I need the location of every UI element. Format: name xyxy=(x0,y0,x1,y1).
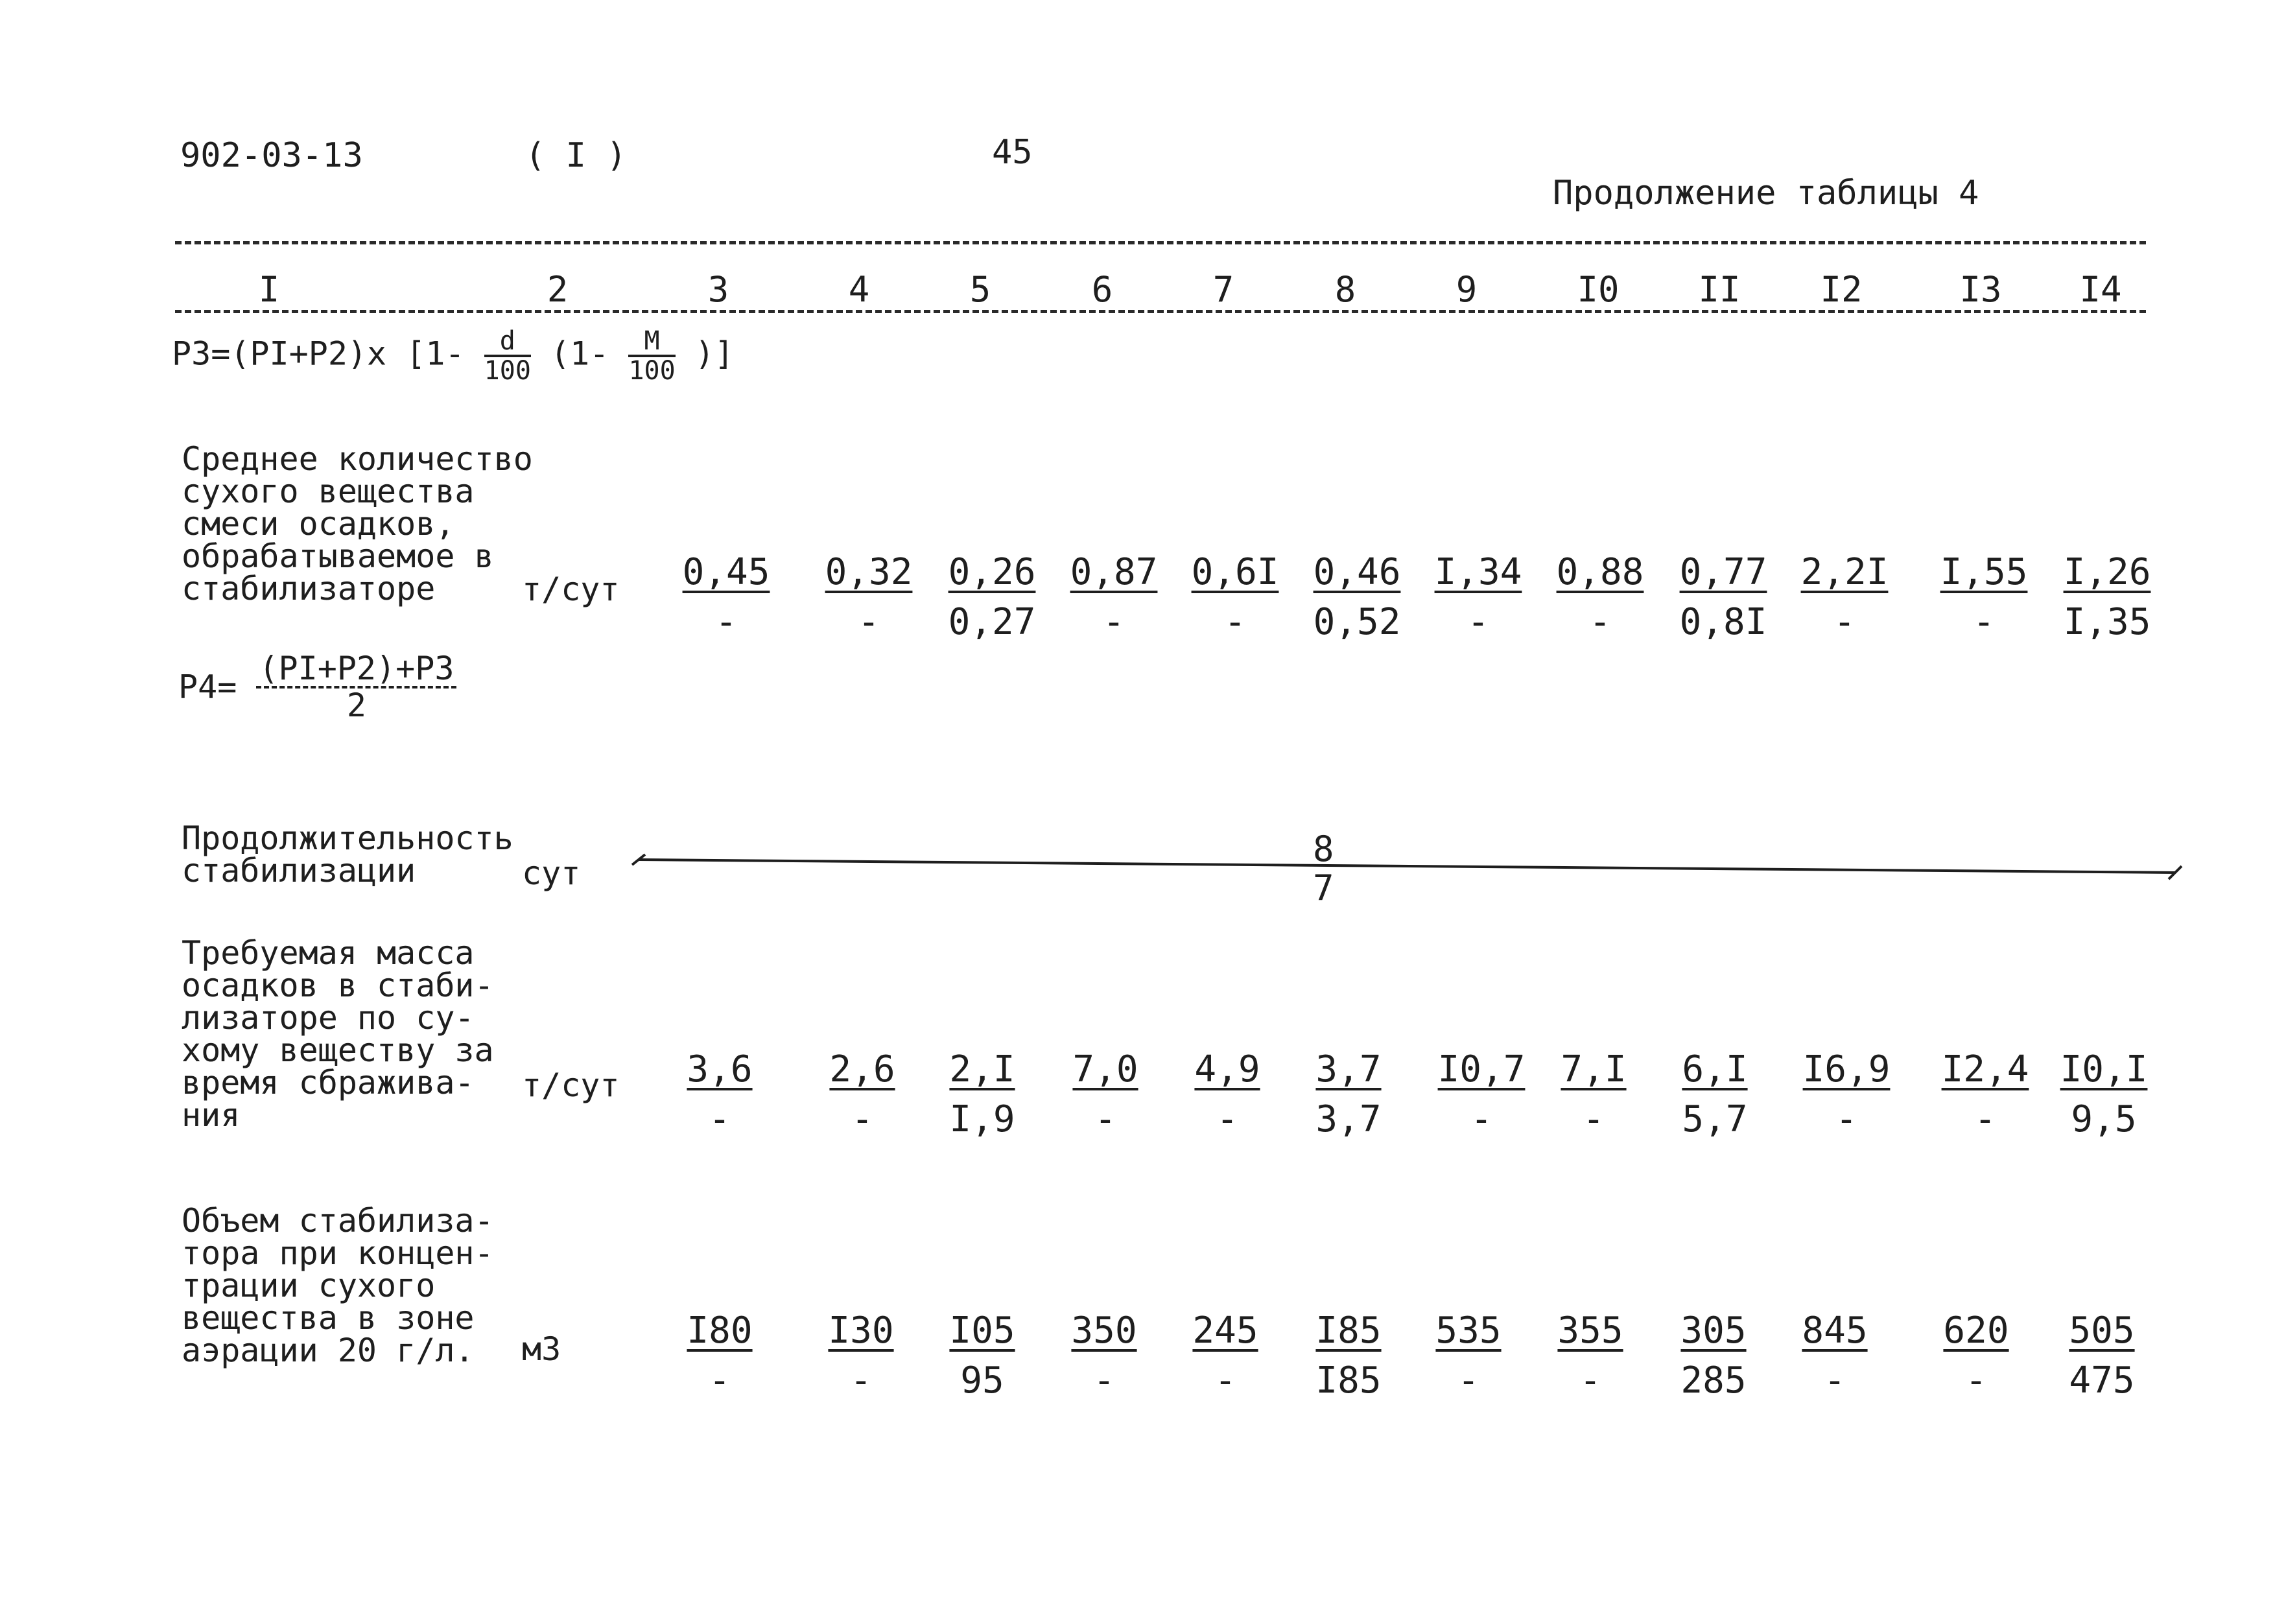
row-unit: м3 xyxy=(522,1330,561,1368)
table-cell: 0,46 0,52 xyxy=(1313,551,1401,643)
table-cell: 535 - xyxy=(1435,1310,1502,1402)
table-cell: 0,32 - xyxy=(825,551,913,643)
table-cell: I80 - xyxy=(687,1310,753,1402)
document-code: 902-03-13 xyxy=(180,136,363,175)
column-number: I4 xyxy=(2079,269,2122,310)
formula-p3-paren: (1- xyxy=(550,335,609,373)
column-number: 3 xyxy=(707,269,729,310)
table-cell: 7,0 - xyxy=(1072,1048,1138,1140)
column-number: 5 xyxy=(969,269,991,310)
row-label-duration: Продолжительность стабилизации xyxy=(182,819,513,889)
part-number: ( I ) xyxy=(525,136,627,175)
table-cell: 4,9 - xyxy=(1194,1048,1260,1140)
column-number: 8 xyxy=(1334,269,1356,310)
table-cell: I6,9 - xyxy=(1802,1048,1891,1140)
column-number: 2 xyxy=(547,269,569,310)
column-number: II xyxy=(1698,269,1741,310)
table-cell: I0,7 - xyxy=(1437,1048,1526,1140)
table-cell: I85 I85 xyxy=(1315,1310,1382,1402)
table-cell: 7,I - xyxy=(1561,1048,1627,1140)
column-number: 7 xyxy=(1212,269,1234,310)
formula-p4-lhs: P4= xyxy=(178,668,237,706)
fraction-numerator: d xyxy=(484,327,531,357)
row-label-required-mass: Требуемая масса осадков в стаби- лизаторе по су- хому веществу за время сбражива- ния xyxy=(182,934,494,1134)
table-cell: I,55 - xyxy=(1940,551,2028,643)
table-cell: 2,2I - xyxy=(1800,551,1889,643)
table-cell: I30 - xyxy=(828,1310,894,1402)
table-cell: 845 - xyxy=(1802,1310,1868,1402)
row-unit: т/сут xyxy=(522,571,620,608)
column-number: I0 xyxy=(1577,269,1620,310)
formula-p3-close: )] xyxy=(694,335,735,373)
table-cell: 350 - xyxy=(1071,1310,1137,1402)
table-cell: 2,I I,9 xyxy=(949,1048,1015,1140)
table-cell: 0,45 - xyxy=(682,551,770,643)
table-cell: I2,4 - xyxy=(1941,1048,2029,1140)
table-cell: I0,I 9,5 xyxy=(2060,1048,2148,1140)
duration-value-bottom: 7 xyxy=(1313,867,1334,908)
table-cell: 2,6 - xyxy=(829,1048,895,1140)
table-cell: 3,7 3,7 xyxy=(1315,1048,1382,1140)
column-number: 9 xyxy=(1455,269,1478,310)
page-number: 45 xyxy=(992,133,1033,172)
column-number: I2 xyxy=(1820,269,1863,310)
table-cell: 305 285 xyxy=(1680,1310,1747,1402)
row-label-avg-dry-matter: Среднее количество сухого вещества смеси осадков, обрабатываемое в стабилизаторе xyxy=(182,440,533,607)
row-label-stabilizer-volume: Объем стабилиза- тора при концен- трации сухого вещества в зоне аэрации 20 г/л. xyxy=(182,1202,494,1369)
table-cell: 505 475 xyxy=(2069,1310,2135,1402)
column-number: 4 xyxy=(848,269,870,310)
table-cell: 620 - xyxy=(1943,1310,2009,1402)
formula-p3-bracket: [1- xyxy=(406,335,465,373)
table-cell: I05 95 xyxy=(949,1310,1015,1402)
table-cell: I,26 I,35 xyxy=(2063,551,2151,643)
fraction-denominator: 100 xyxy=(484,356,531,386)
fraction-numerator: (PI+P2)+P3 xyxy=(256,652,456,688)
column-number: I3 xyxy=(1959,269,2002,310)
fraction-numerator: M xyxy=(628,327,675,357)
table-cell: 0,88 - xyxy=(1556,551,1644,643)
table-cell: 6,I 5,7 xyxy=(1682,1048,1748,1140)
table-cell: 355 - xyxy=(1557,1310,1623,1402)
column-number: I xyxy=(258,269,280,310)
table-cell: 3,6 - xyxy=(687,1048,753,1140)
table-cell: 0,77 0,8I xyxy=(1679,551,1767,643)
table-continuation-title: Продолжение таблицы 4 xyxy=(1553,174,1979,213)
row-unit: сут xyxy=(522,854,581,892)
table-cell: 0,26 0,27 xyxy=(948,551,1036,643)
row-unit: т/сут xyxy=(522,1066,620,1104)
table-cell: 245 - xyxy=(1192,1310,1258,1402)
formula-p3-lhs: P3=(PI+P2)x xyxy=(172,335,387,373)
fraction-denominator: 2 xyxy=(346,686,366,724)
fraction-denominator: 100 xyxy=(628,356,676,386)
table-cell: 0,87 - xyxy=(1070,551,1158,643)
table-cell: I,34 - xyxy=(1434,551,1522,643)
column-number: 6 xyxy=(1091,269,1113,310)
duration-value-top: 8 xyxy=(1313,829,1334,869)
table-cell: 0,6I - xyxy=(1191,551,1279,643)
